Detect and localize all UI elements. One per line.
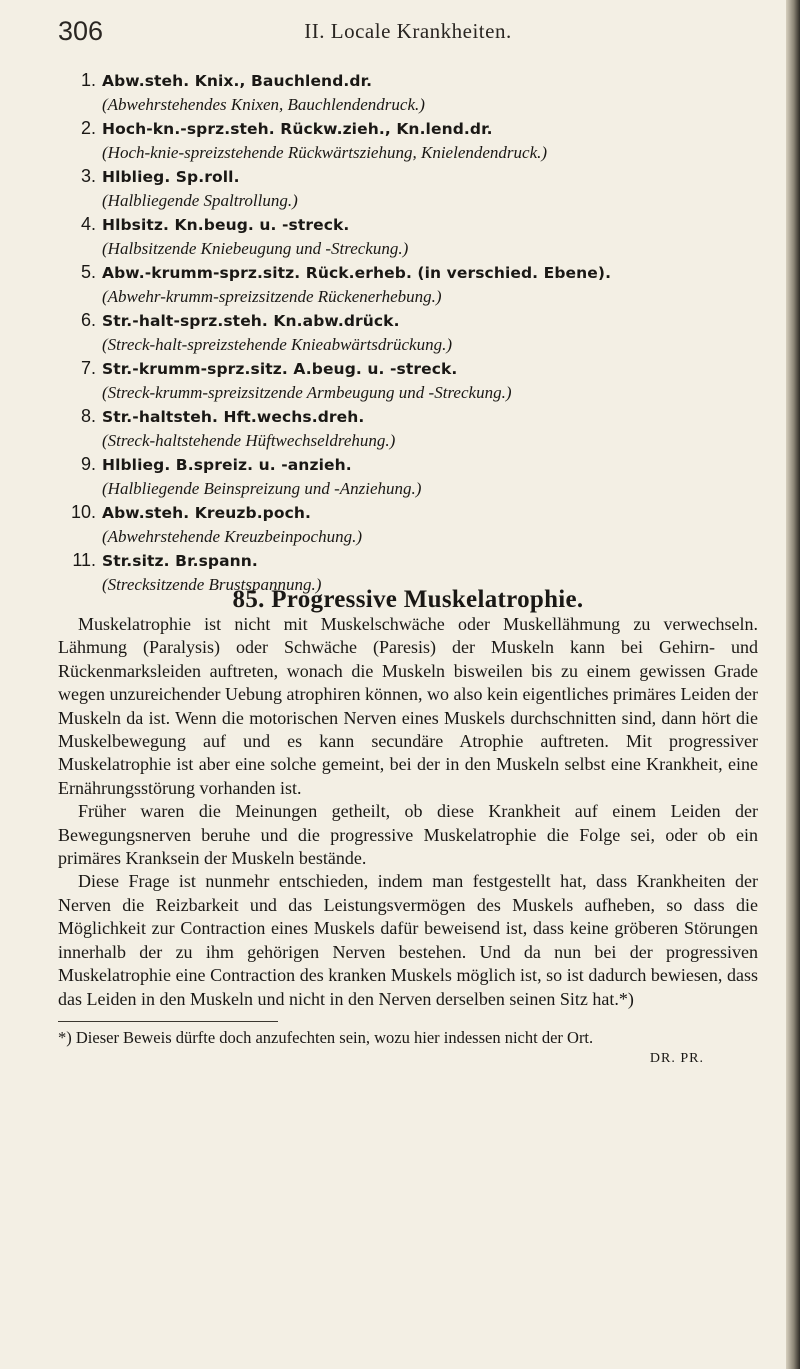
exercise-number: 4. [80, 214, 96, 234]
exercise-abbreviation: Str.-halt-sprz.steh. Kn.abw.drück. [102, 312, 400, 330]
exercise-abbreviation: Hlbsitz. Kn.beug. u. -streck. [102, 216, 350, 234]
exercise-number: 10. [70, 502, 96, 522]
page-edge-shadow [786, 0, 800, 1369]
exercise-item [80, 406, 762, 454]
exercise-full-name: (Abwehr-krumm-spreizsitzende Rückenerhebung.) [102, 287, 442, 306]
exercise-full-name: (Hoch-knie-spreizstehende Rückwärtsziehung, Knielendendruck.) [102, 143, 548, 162]
exercise-number: 11. [72, 550, 96, 570]
footnote-text: *) Dieser Beweis dürfte doch anzufechten sein, wozu hier indessen nicht der Ort. [58, 1028, 594, 1047]
exercise-item [80, 454, 762, 502]
exercise-item [80, 118, 762, 166]
exercise-full-name: (Streck-halt-spreizstehende Knieabwärtsdrückung.) [102, 335, 453, 354]
body-paragraph: Früher waren die Meinungen getheilt, ob diese Krankheit auf einem Leiden der Bewegungsnerven beruhe und die progressive Muskelatrophie die Folge sei, oder ob ein primäres Kranksein der Muskeln bestände. [58, 801, 758, 869]
exercise-list [70, 70, 762, 598]
exercise-full-name: (Strecksitzende Brustspannung.) [102, 575, 322, 594]
exercise-item [80, 310, 762, 358]
exercise-number: 9. [80, 454, 96, 474]
body-paragraph: Diese Frage ist nunmehr entschieden, indem man festgestellt hat, dass Krankheiten der Nerven die Reizbarkeit und das Leistungsvermögen des Muskels aufheben, so dass die Möglichkeit zur Contraction eines Muskels dafür beweisend ist, dass keine gröberen Störungen innerhalb der zu ihm gehörigen Nerven bestehen. Und da nun bei der progressiven Muskelatrophie eine Contraction des kranken Muskels möglich ist, so ist dadurch bewiesen, dass das Leiden in den Muskeln und nicht in den Nerven derselben seinen Sitz hat.*) [58, 871, 758, 1009]
exercise-full-name: (Abwehrstehende Kreuzbeinpochung.) [102, 527, 362, 546]
exercise-abbreviation: Str.sitz. Br.spann. [102, 552, 258, 570]
exercise-number: 6. [80, 310, 96, 330]
section-heading: 85. Progressive Muskelatrophie. [232, 585, 584, 613]
exercise-abbreviation: Abw.-krumm-sprz.sitz. Rück.erheb. (in verschied. Ebene). [102, 264, 612, 282]
exercise-number: 2. [80, 118, 96, 138]
page-header [58, 16, 758, 56]
exercise-full-name: (Halbsitzende Kniebeugung und -Streckung.) [102, 239, 409, 258]
exercise-full-name: (Streck-krumm-spreizsitzende Armbeugung und -Streckung.) [102, 383, 512, 402]
section-body [58, 613, 758, 1011]
exercise-number: 5. [80, 262, 96, 282]
exercise-number: 1. [80, 70, 96, 90]
exercise-number: 7. [80, 358, 96, 378]
exercise-abbreviation: Hoch-kn.-sprz.steh. Rückw.zieh., Kn.lend.dr. [102, 120, 493, 138]
exercise-full-name: (Streck-haltstehende Hüftwechseldrehung.) [102, 431, 396, 450]
exercise-number: 8. [80, 406, 96, 426]
exercise-item [80, 262, 762, 310]
exercise-full-name: (Halbliegende Spaltrollung.) [102, 191, 298, 210]
running-title: II. Locale Krankheiten. [304, 19, 512, 43]
exercise-number: 3. [80, 166, 96, 186]
page-number: 306 [58, 16, 104, 46]
exercise-full-name: (Halbliegende Beinspreizung und -Anziehung.) [102, 479, 422, 498]
exercise-abbreviation: Abw.steh. Kreuzb.poch. [102, 504, 312, 522]
exercise-abbreviation: Abw.steh. Knix., Bauchlend.dr. [102, 72, 373, 90]
body-paragraph: Muskelatrophie ist nicht mit Muskelschwäche oder Muskellähmung zu verwechseln. Lähmung (Paralysis) oder Schwäche (Paresis) der Muskeln kann bei Gehirn- und Rückenmarksleiden auftreten, wonach die Muskeln bisweilen bis zu einem gewissen Grade wegen unzureichender Uebung atrophiren können, wo also kein eigentliches primäres Leiden der Muskeln da ist. Wenn die motorischen Nerven eines Muskels durchschnitten sind, dann hört die Muskelbewegung auf und es kann secundäre Atrophie auftreten. Mit progressiver Muskelatrophie ist aber eine solche gemeint, bei der in den Muskeln selbst eine Krankheit, eine Ernährungsstörung vorhanden ist. [58, 614, 758, 798]
exercise-abbreviation: Str.-krumm-sprz.sitz. A.beug. u. -streck. [102, 360, 458, 378]
exercise-item [80, 214, 762, 262]
exercise-abbreviation: Hlblieg. Sp.roll. [102, 168, 240, 186]
footnote-divider [58, 1021, 278, 1022]
footnote-author: DR. PR. [649, 1051, 704, 1066]
exercise-item [70, 502, 762, 550]
exercise-abbreviation: Hlblieg. B.spreiz. u. -anzieh. [102, 456, 352, 474]
exercise-full-name: (Abwehrstehendes Knixen, Bauchlendendruck.) [102, 95, 425, 114]
exercise-item [80, 358, 762, 406]
exercise-item [80, 166, 762, 214]
exercise-item [80, 70, 762, 118]
exercise-abbreviation: Str.-haltsteh. Hft.wechs.dreh. [102, 408, 365, 426]
